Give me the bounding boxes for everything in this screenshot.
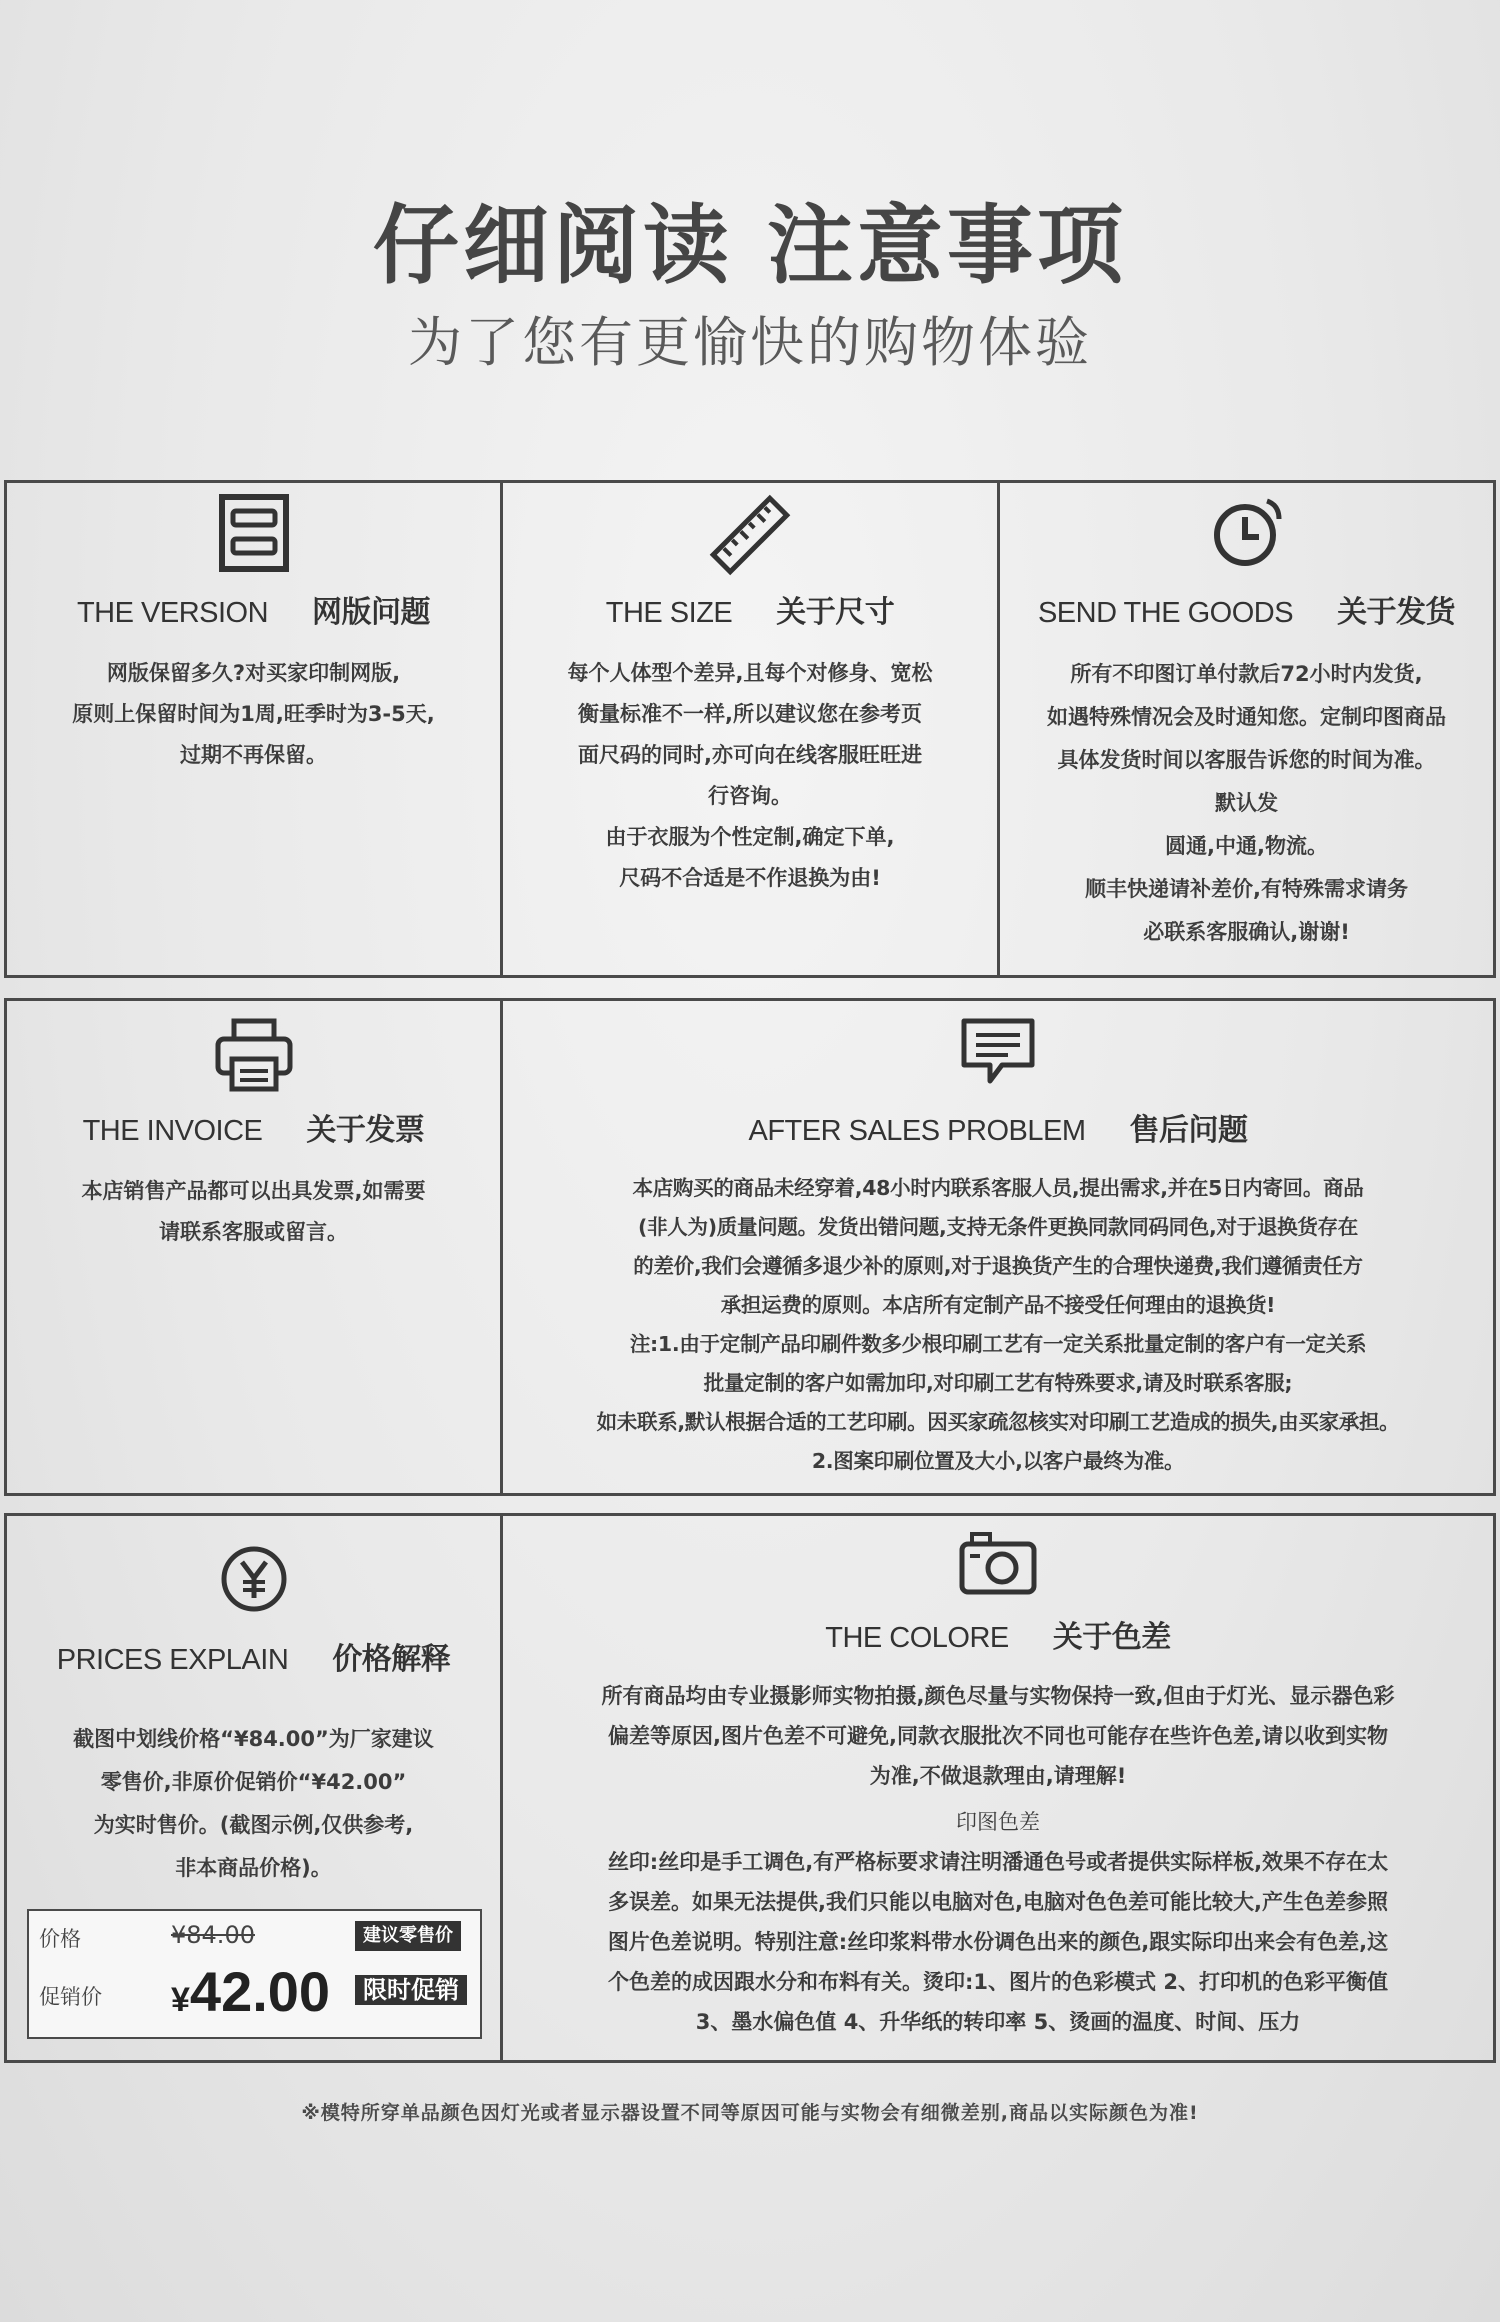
after-sales-line: 的差价,我们会遵循多退少补的原则,对于退换货产生的合理快递费,我们遵循责任方 bbox=[633, 1254, 1363, 1278]
size-panel bbox=[500, 480, 1000, 978]
color-line: 为准,不做退款理由,请理解! bbox=[869, 1764, 1127, 1788]
prices-line: 非本商品价格)。 bbox=[175, 1856, 332, 1880]
color-panel bbox=[500, 1513, 1496, 2063]
invoice-line: 请联系客服或留言。 bbox=[159, 1220, 348, 1244]
yen-icon bbox=[219, 1544, 289, 1614]
size-heading bbox=[503, 587, 997, 631]
invoice-panel bbox=[4, 998, 503, 1496]
after-sales-panel bbox=[500, 998, 1496, 1496]
alarm-clock-icon bbox=[1207, 491, 1287, 571]
version-line: 网版保留多久?对买家印制网版, bbox=[106, 661, 401, 685]
prices-line: 为实时售价。(截图示例,仅供参考, bbox=[93, 1813, 414, 1837]
prices-heading bbox=[7, 1634, 500, 1678]
version-heading-en: THE VERSION bbox=[76, 597, 269, 629]
page-title: 仔细阅读 注意事项 bbox=[373, 195, 1127, 296]
after-sales-heading-zh: 售后问题 bbox=[1129, 1113, 1248, 1148]
version-heading bbox=[7, 587, 500, 631]
after-sales-body bbox=[507, 1169, 1489, 1481]
chat-icon bbox=[958, 1015, 1038, 1087]
color-line: 个色差的成因跟水分和布料有关。烫印:1、图片的色彩模式 2、打印机的色彩平衡值 bbox=[608, 1970, 1388, 1994]
color-line: 3、墨水偏色值 4、升华纸的转印率 5、烫画的温度、时间、压力 bbox=[695, 2010, 1301, 2034]
color-line: 所有商品均由专业摄影师实物拍摄,颜色尽量与实物保持一致,但由于灯光、显示器色彩 bbox=[601, 1684, 1395, 1708]
after-sales-line: 批量定制的客户如需加印,对印刷工艺有特殊要求,请及时联系客服; bbox=[703, 1371, 1293, 1395]
color-line: 图片色差说明。特别注意:丝印浆料带水份调色出来的颜色,跟实际印出来会有色差,这 bbox=[607, 1930, 1389, 1954]
prices-heading-en: PRICES EXPLAIN bbox=[56, 1644, 289, 1676]
color-subheading: 印图色差 bbox=[956, 1810, 1040, 1834]
size-heading-en: THE SIZE bbox=[605, 597, 733, 629]
color-heading-en: THE COLORE bbox=[825, 1622, 1009, 1654]
camera-icon bbox=[958, 1530, 1038, 1596]
after-sales-line: 2.图案印刷位置及大小,以客户最终为准。 bbox=[811, 1449, 1185, 1473]
size-line: 衡量标准不一样,所以建议您在参考页 bbox=[578, 702, 922, 726]
price-label: 价格 bbox=[39, 1927, 81, 1951]
shipping-line: 默认发 bbox=[1215, 791, 1278, 815]
after-sales-line: 注:1.由于定制产品印刷件数多少根印刷工艺有一定关系批量定制的客户有一定关系 bbox=[629, 1332, 1367, 1356]
after-sales-heading-en: AFTER SALES PROBLEM bbox=[748, 1115, 1086, 1147]
invoice-heading-en: THE INVOICE bbox=[82, 1115, 263, 1147]
shipping-line: 必联系客服确认,谢谢! bbox=[1143, 920, 1350, 944]
invoice-heading-zh: 关于发票 bbox=[306, 1113, 425, 1148]
color-line: 丝印:丝印是手工调色,有严格标要求请注明潘通色号或者提供实际样板,效果不存在太 bbox=[607, 1850, 1389, 1874]
after-sales-line: (非人为)质量问题。发货出错问题,支持无条件更换同款同码同色,对于退换货存在 bbox=[638, 1215, 1358, 1239]
limited-promo-tag: 限时促销 bbox=[355, 1975, 467, 2005]
footnote: ※模特所穿单品颜色因灯光或者显示器设置不同等原因可能与实物会有细微差别,商品以实际颜色为准! bbox=[301, 2102, 1199, 2124]
original-price: ¥84.00 bbox=[171, 1921, 255, 1949]
size-line: 行咨询。 bbox=[708, 784, 792, 808]
shipping-heading bbox=[1000, 587, 1493, 631]
color-heading bbox=[503, 1612, 1493, 1656]
shipping-heading-zh: 关于发货 bbox=[1337, 595, 1456, 630]
price-example-card bbox=[27, 1909, 482, 2039]
shipping-line: 圆通,中通,物流。 bbox=[1165, 834, 1328, 858]
color-heading-zh: 关于色差 bbox=[1052, 1620, 1171, 1655]
after-sales-heading bbox=[503, 1105, 1493, 1149]
shipping-body bbox=[1012, 653, 1481, 954]
invoice-body bbox=[19, 1171, 488, 1253]
size-line: 尺码不合适是不作退换为由! bbox=[619, 866, 881, 890]
invoice-heading bbox=[7, 1105, 500, 1149]
version-body bbox=[19, 653, 488, 776]
shipping-heading-en: SEND THE GOODS bbox=[1037, 597, 1294, 629]
promo-price-label: 促销价 bbox=[39, 1985, 102, 2009]
size-line: 面尺码的同时,亦可向在线客服旺旺进 bbox=[578, 743, 922, 767]
prices-panel bbox=[4, 1513, 503, 2063]
shipping-line: 顺丰快递请补差价,有特殊需求请务 bbox=[1085, 877, 1408, 901]
document-icon bbox=[217, 493, 291, 573]
after-sales-line: 承担运费的原则。本店所有定制产品不接受任何理由的退换货! bbox=[720, 1293, 1276, 1317]
size-heading-zh: 关于尺寸 bbox=[776, 595, 895, 630]
currency-symbol: ¥ bbox=[171, 1981, 190, 2019]
after-sales-line: 如未联系,默认根据合适的工艺印刷。因买家疏忽核实对印刷工艺造成的损失,由买家承担。 bbox=[596, 1410, 1400, 1434]
shipping-line: 具体发货时间以客服告诉您的时间为准。 bbox=[1057, 748, 1436, 772]
version-panel bbox=[4, 480, 503, 978]
version-heading-zh: 网版问题 bbox=[312, 595, 431, 630]
size-line: 每个人体型个差异,且每个对修身、宽松 bbox=[567, 661, 933, 685]
invoice-line: 本店销售产品都可以出具发票,如需要 bbox=[81, 1179, 426, 1203]
version-line: 原则上保留时间为1周,旺季时为3-5天, bbox=[72, 702, 435, 726]
ruler-icon bbox=[708, 493, 792, 577]
promo-price bbox=[171, 1959, 330, 2024]
after-sales-line: 本店购买的商品未经穿着,48小时内联系客服人员,提出需求,并在5日内寄回。商品 bbox=[632, 1176, 1364, 1200]
shipping-line: 所有不印图订单付款后72小时内发货, bbox=[1070, 662, 1423, 686]
color-body bbox=[513, 1676, 1483, 2042]
size-line: 由于衣服为个性定制,确定下单, bbox=[605, 825, 895, 849]
version-line: 过期不再保留。 bbox=[180, 743, 327, 767]
color-line: 多误差。如果无法提供,我们只能以电脑对色,电脑对色色差可能比较大,产生色差参照 bbox=[608, 1890, 1388, 1914]
shipping-panel bbox=[997, 480, 1496, 978]
shipping-line: 如遇特殊情况会及时通知您。定制印图商品 bbox=[1047, 705, 1446, 729]
printer-icon bbox=[214, 1017, 294, 1093]
color-line: 偏差等原因,图片色差不可避免,同款衣服批次不同也可能存在些许色差,请以收到实物 bbox=[608, 1724, 1388, 1748]
page-subtitle: 为了您有更愉快的购物体验 bbox=[408, 311, 1092, 374]
suggested-retail-tag: 建议零售价 bbox=[355, 1921, 461, 1951]
prices-body bbox=[19, 1718, 488, 1890]
size-body bbox=[515, 653, 985, 899]
prices-line: 截图中划线价格“¥84.00”为厂家建议 bbox=[73, 1727, 434, 1751]
prices-heading-zh: 价格解释 bbox=[332, 1642, 451, 1677]
prices-line: 零售价,非原价促销价“¥42.00” bbox=[100, 1770, 407, 1794]
promo-price-value: 42.00 bbox=[189, 1960, 331, 2023]
